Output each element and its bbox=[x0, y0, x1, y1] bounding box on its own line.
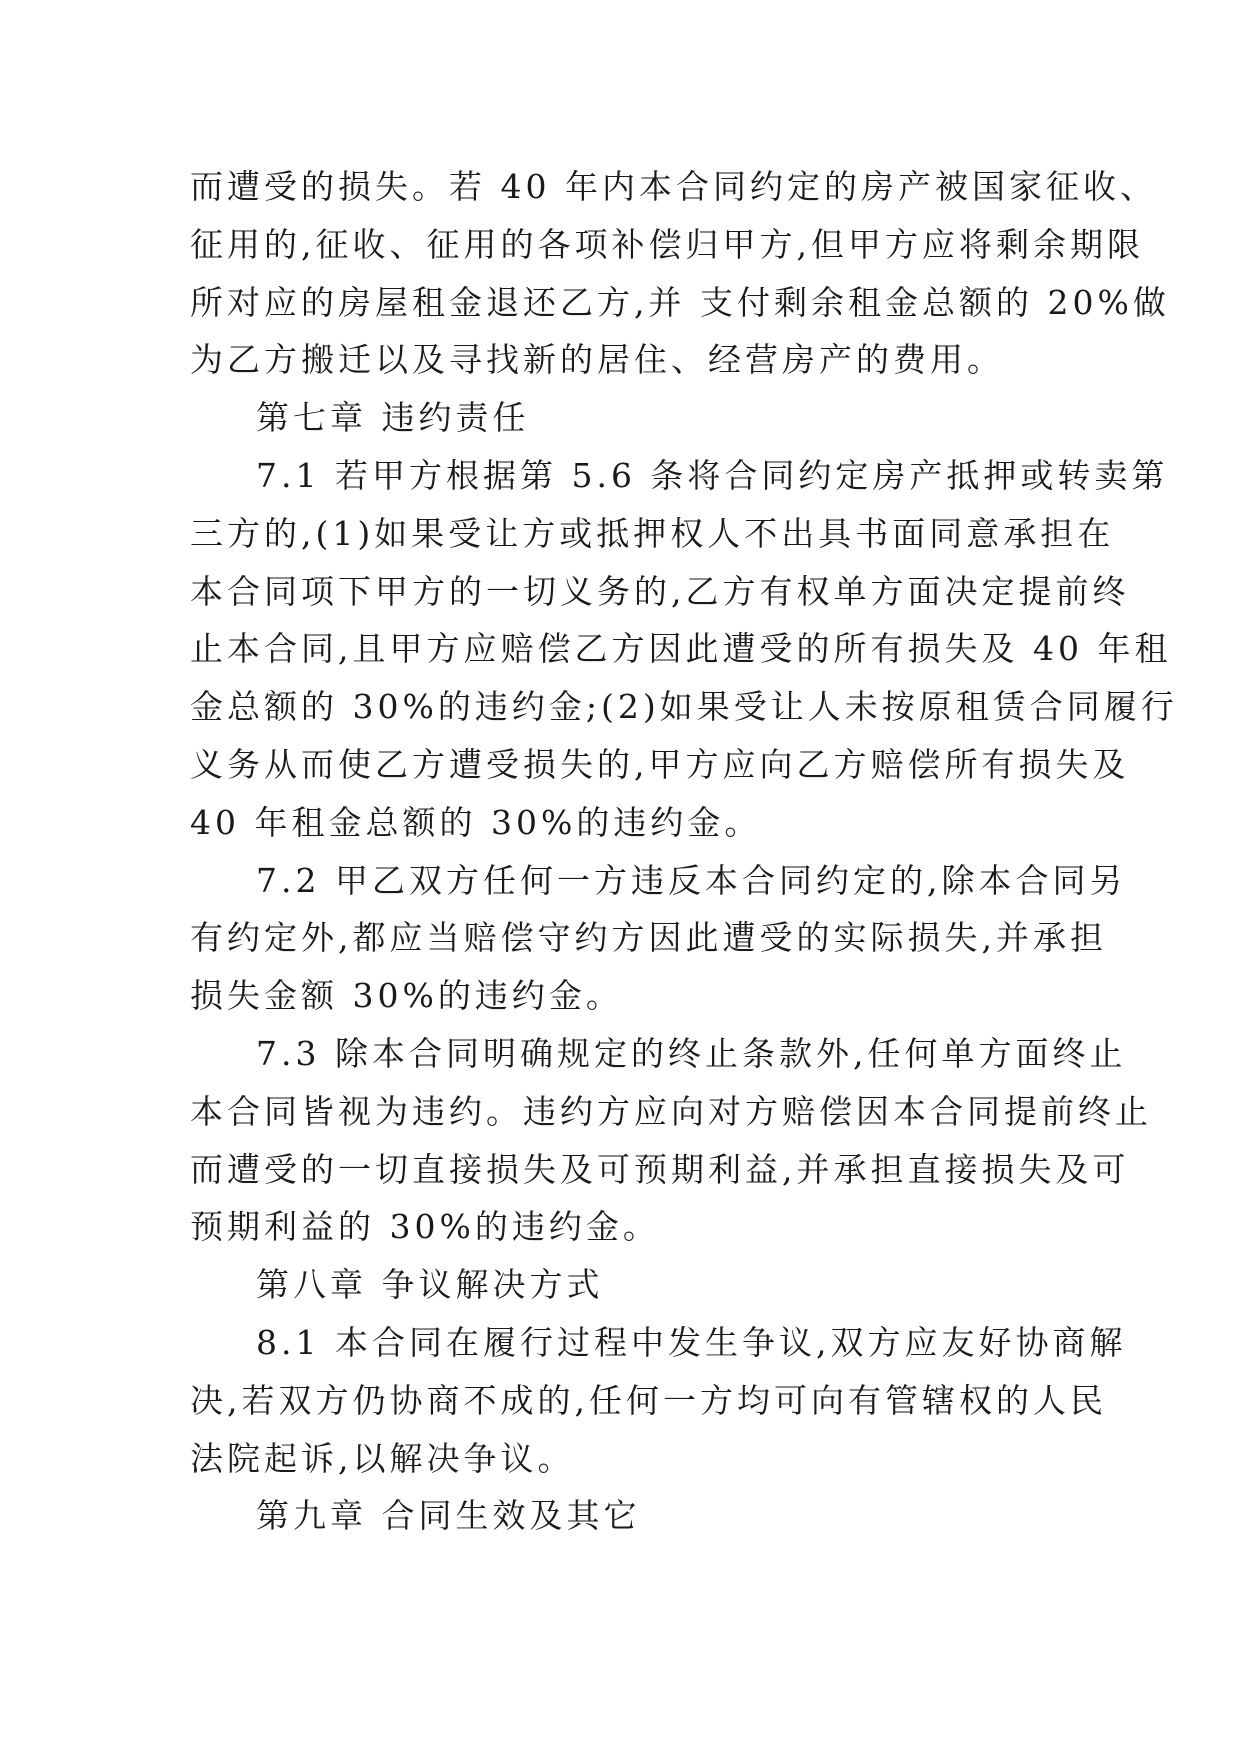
paragraph-line: 而遭受的一切直接损失及可预期利益,并承担直接损失及可 bbox=[190, 1149, 1130, 1189]
paragraph-line: 止本合同,且甲方应赔偿乙方因此遭受的所有损失及 40 年租 bbox=[190, 629, 1172, 669]
chapter-heading: 第七章 违约责任 bbox=[256, 398, 530, 438]
paragraph-line: 三方的,(1)如果受让方或抵押权人不出具书面同意承担在 bbox=[190, 513, 1115, 553]
paragraph-line: 7.1 若甲方根据第 5.6 条将合同约定房产抵押或转卖第 bbox=[256, 455, 1169, 495]
paragraph-line: 义务从而使乙方遭受损失的,甲方应向乙方赔偿所有损失及 bbox=[190, 744, 1130, 784]
document-body bbox=[190, 158, 1178, 1545]
paragraph-line: 金总额的 30%的违约金;(2)如果受让人未按原租赁合同履行 bbox=[190, 687, 1178, 727]
paragraph-line: 本合同皆视为违约。违约方应向对方赔偿因本合同提前终止 bbox=[190, 1091, 1152, 1131]
paragraph-line: 8.1 本合同在履行过程中发生争议,双方应友好协商解 bbox=[256, 1322, 1127, 1362]
paragraph-line: 决,若双方仍协商不成的,任何一方均可向有管辖权的人民 bbox=[190, 1380, 1107, 1420]
paragraph-line: 本合同项下甲方的一切义务的,乙方有权单方面决定提前终 bbox=[190, 571, 1130, 611]
chapter-heading: 第八章 争议解决方式 bbox=[256, 1265, 604, 1305]
paragraph-line: 损失金额 30%的违约金。 bbox=[190, 976, 623, 1016]
paragraph-line: 7.2 甲乙双方任何一方违反本合同约定的,除本合同另 bbox=[256, 860, 1127, 900]
paragraph-line: 预期利益的 30%的违约金。 bbox=[190, 1207, 660, 1247]
paragraph-line: 而遭受的损失。若 40 年内本合同约定的房产被国家征收、 bbox=[190, 167, 1157, 206]
chapter-heading: 第九章 合同生效及其它 bbox=[256, 1496, 641, 1536]
paragraph-line: 所对应的房屋租金退还乙方,并 支付剩余租金总额的 20%做 bbox=[190, 282, 1170, 322]
paragraph-line: 征用的,征收、征用的各项补偿归甲方,但甲方应将剩余期限 bbox=[190, 224, 1144, 264]
paragraph-line: 7.3 除本合同明确规定的终止条款外,任何单方面终止 bbox=[256, 1033, 1127, 1073]
paragraph-line: 为乙方搬迁以及寻找新的居住、经营房产的费用。 bbox=[190, 340, 1004, 380]
paragraph-line: 40 年租金总额的 30%的违约金。 bbox=[190, 802, 762, 842]
paragraph-line: 有约定外,都应当赔偿守约方因此遭受的实际损失,并承担 bbox=[190, 918, 1107, 958]
paragraph-line: 法院起诉,以解决争议。 bbox=[190, 1438, 575, 1478]
